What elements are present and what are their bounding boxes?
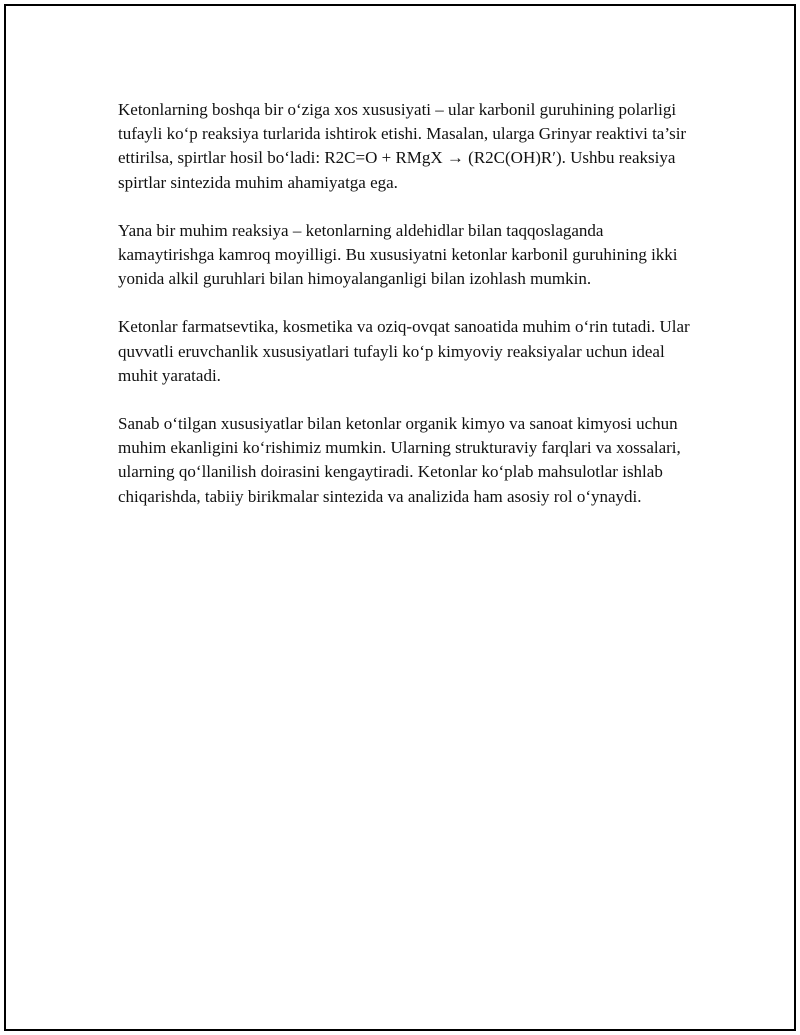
paragraph-4: Sanab o‘tilgan xususiyatlar bilan ketonlar organik kimyo va sanoat kimyosi uchun muhim ekanligini ko‘rishimiz mumkin. Ularning strukturaviy farqlari va xossalari, ularning qo‘llanilish doirasini kengaytiradi. Ketonlar ko‘plab mahsulotlar ishlab chiqarishda, tabiiy birikmalar sintezida va analizida ham asosiy rol o‘ynaydi. [118, 414, 681, 506]
paragraph-2: Yana bir muhim reaksiya – ketonlarning aldehidlar bilan taqqoslaganda kamaytirishga kamroq moyilligi. Bu xususiyatni ketonlar karbonil guruhining ikki yonida alkil guruhlari bilan himoyalanganligi bilan izohlash mumkin. [118, 220, 678, 289]
page-border [4, 4, 796, 1031]
paragraph-1: Ketonlarning boshqa bir o‘ziga xos xususiyati – ular karbonil guruhining polarligi tufayli ko‘p reaksiya turlarida ishtirok etishi. Masalan, ularga Grinyar reaktivi ta’sir ettirilsa, spirtlar hosil bo‘ladi: R2C=O + RMgX → (R2C(OH)R′). Ushbu reaksiya spirtlar sintezida muhim ahamiyatga ega. [118, 100, 687, 192]
document-body [118, 98, 698, 533]
paragraph-3: Ketonlar farmatsevtika, kosmetika va oziq-ovqat sanoatida muhim o‘rin tutadi. Ular quvvatli eruvchanlik xususiyatlari tufayli ko‘p kimyoviy reaksiyalar uchun ideal muhit yaratadi. [118, 317, 690, 385]
